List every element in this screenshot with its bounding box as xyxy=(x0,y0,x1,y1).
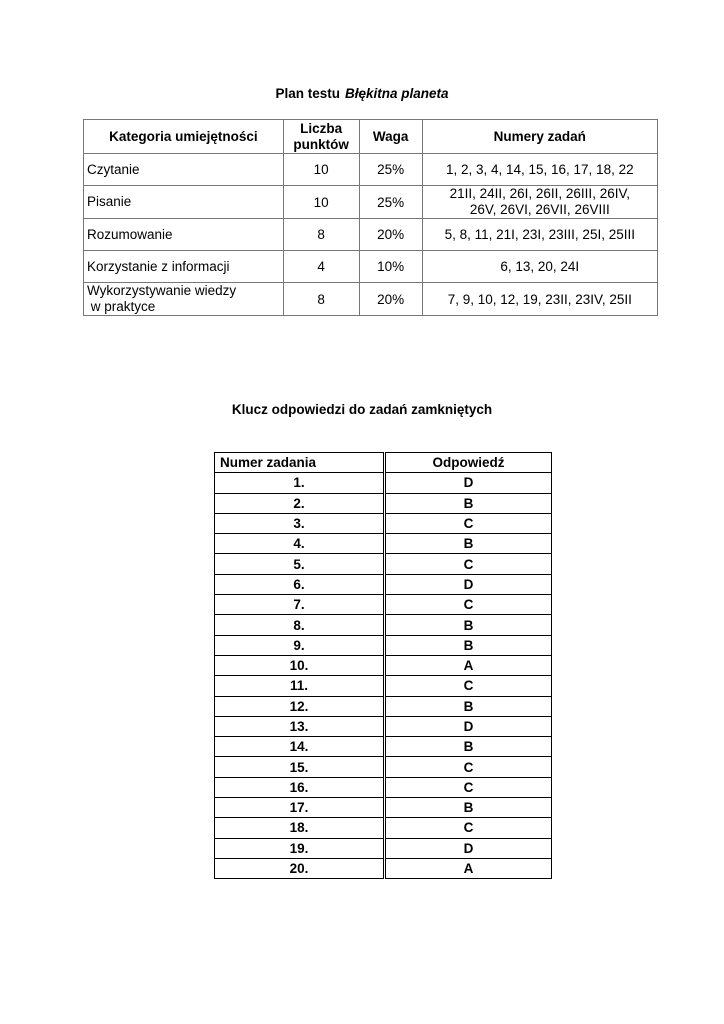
row-weight: 10% xyxy=(359,251,422,283)
task-number-cell: 18. xyxy=(215,818,385,838)
table-row xyxy=(215,615,552,635)
answer-cell: D xyxy=(385,838,552,858)
answer-cell: C xyxy=(385,676,552,696)
header-answer: Odpowiedź xyxy=(385,453,552,473)
table-row xyxy=(215,655,552,675)
plan-table xyxy=(83,119,658,316)
task-number-cell: 16. xyxy=(215,777,385,797)
table-row xyxy=(215,858,552,878)
answer-cell: B xyxy=(385,696,552,716)
table-row xyxy=(215,777,552,797)
header-weight: Waga xyxy=(359,120,422,154)
row-category: Rozumowanie xyxy=(84,219,284,251)
row-tasks: 7, 9, 10, 12, 19, 23II, 23IV, 25II xyxy=(422,283,657,316)
row-points: 4 xyxy=(283,251,359,283)
row-weight: 20% xyxy=(359,219,422,251)
plan-title-italic: Błękitna planeta xyxy=(344,86,449,101)
table-row xyxy=(215,676,552,696)
task-number-cell: 19. xyxy=(215,838,385,858)
task-number-cell: 8. xyxy=(215,615,385,635)
row-category: Korzystanie z informacji xyxy=(84,251,284,283)
plan-header-row xyxy=(84,120,658,154)
table-row xyxy=(215,818,552,838)
row-category: Pisanie xyxy=(84,186,284,219)
key-header-row xyxy=(215,453,552,473)
task-number-cell: 2. xyxy=(215,493,385,513)
row-points: 8 xyxy=(283,283,359,316)
answer-cell: C xyxy=(385,513,552,533)
task-number-cell: 7. xyxy=(215,595,385,615)
table-row xyxy=(215,595,552,615)
answer-cell: C xyxy=(385,554,552,574)
answer-cell: B xyxy=(385,534,552,554)
row-tasks: 6, 13, 20, 24I xyxy=(422,251,657,283)
row-points: 10 xyxy=(283,154,359,186)
answer-cell: C xyxy=(385,595,552,615)
answer-key-table xyxy=(214,452,552,879)
table-row xyxy=(215,493,552,513)
answer-cell: B xyxy=(385,493,552,513)
task-number-cell: 4. xyxy=(215,534,385,554)
answer-cell: D xyxy=(385,473,552,493)
table-row xyxy=(84,186,658,219)
table-row xyxy=(84,154,658,186)
task-number-cell: 1. xyxy=(215,473,385,493)
table-row xyxy=(215,513,552,533)
task-number-cell: 5. xyxy=(215,554,385,574)
table-row xyxy=(215,757,552,777)
answer-cell: B xyxy=(385,798,552,818)
row-category: Czytanie xyxy=(84,154,284,186)
row-weight: 20% xyxy=(359,283,422,316)
row-weight: 25% xyxy=(359,186,422,219)
row-tasks: 5, 8, 11, 21I, 23I, 23III, 25I, 25III xyxy=(422,219,657,251)
key-title: Klucz odpowiedzi do zadań zamkniętych xyxy=(231,402,493,417)
task-number-cell: 12. xyxy=(215,696,385,716)
answer-cell: D xyxy=(385,716,552,736)
row-tasks: 21II, 24II, 26I, 26II, 26III, 26IV, 26V, 26VI, 26VII, 26VIII xyxy=(422,186,657,219)
table-row xyxy=(84,283,658,316)
plan-title-prefix: Plan testu xyxy=(275,86,340,101)
plan-title xyxy=(0,86,724,101)
table-row xyxy=(84,251,658,283)
table-row xyxy=(215,635,552,655)
table-row xyxy=(215,473,552,493)
table-row xyxy=(84,219,658,251)
answer-cell: A xyxy=(385,858,552,878)
header-task-number: Numer zadania xyxy=(215,453,385,473)
table-row xyxy=(215,696,552,716)
header-category: Kategoria umiejętności xyxy=(84,120,284,154)
task-number-cell: 10. xyxy=(215,655,385,675)
answer-cell: C xyxy=(385,777,552,797)
task-number-cell: 15. xyxy=(215,757,385,777)
answer-cell: B xyxy=(385,737,552,757)
table-row xyxy=(215,838,552,858)
task-number-cell: 11. xyxy=(215,676,385,696)
answer-cell: A xyxy=(385,655,552,675)
task-number-cell: 14. xyxy=(215,737,385,757)
table-row xyxy=(215,574,552,594)
row-category: Wykorzystywanie wiedzy w praktyce xyxy=(84,283,284,316)
row-points: 10 xyxy=(283,186,359,219)
row-weight: 25% xyxy=(359,154,422,186)
table-row xyxy=(215,716,552,736)
table-row xyxy=(215,534,552,554)
table-row xyxy=(215,798,552,818)
header-points: Liczba punktów xyxy=(283,120,359,154)
task-number-cell: 3. xyxy=(215,513,385,533)
table-row xyxy=(215,737,552,757)
row-tasks: 1, 2, 3, 4, 14, 15, 16, 17, 18, 22 xyxy=(422,154,657,186)
task-number-cell: 6. xyxy=(215,574,385,594)
answer-cell: B xyxy=(385,615,552,635)
answer-cell: C xyxy=(385,818,552,838)
task-number-cell: 13. xyxy=(215,716,385,736)
task-number-cell: 9. xyxy=(215,635,385,655)
task-number-cell: 20. xyxy=(215,858,385,878)
answer-cell: C xyxy=(385,757,552,777)
task-number-cell: 17. xyxy=(215,798,385,818)
header-tasks: Numery zadań xyxy=(422,120,657,154)
table-row xyxy=(215,554,552,574)
answer-cell: B xyxy=(385,635,552,655)
row-points: 8 xyxy=(283,219,359,251)
answer-cell: D xyxy=(385,574,552,594)
